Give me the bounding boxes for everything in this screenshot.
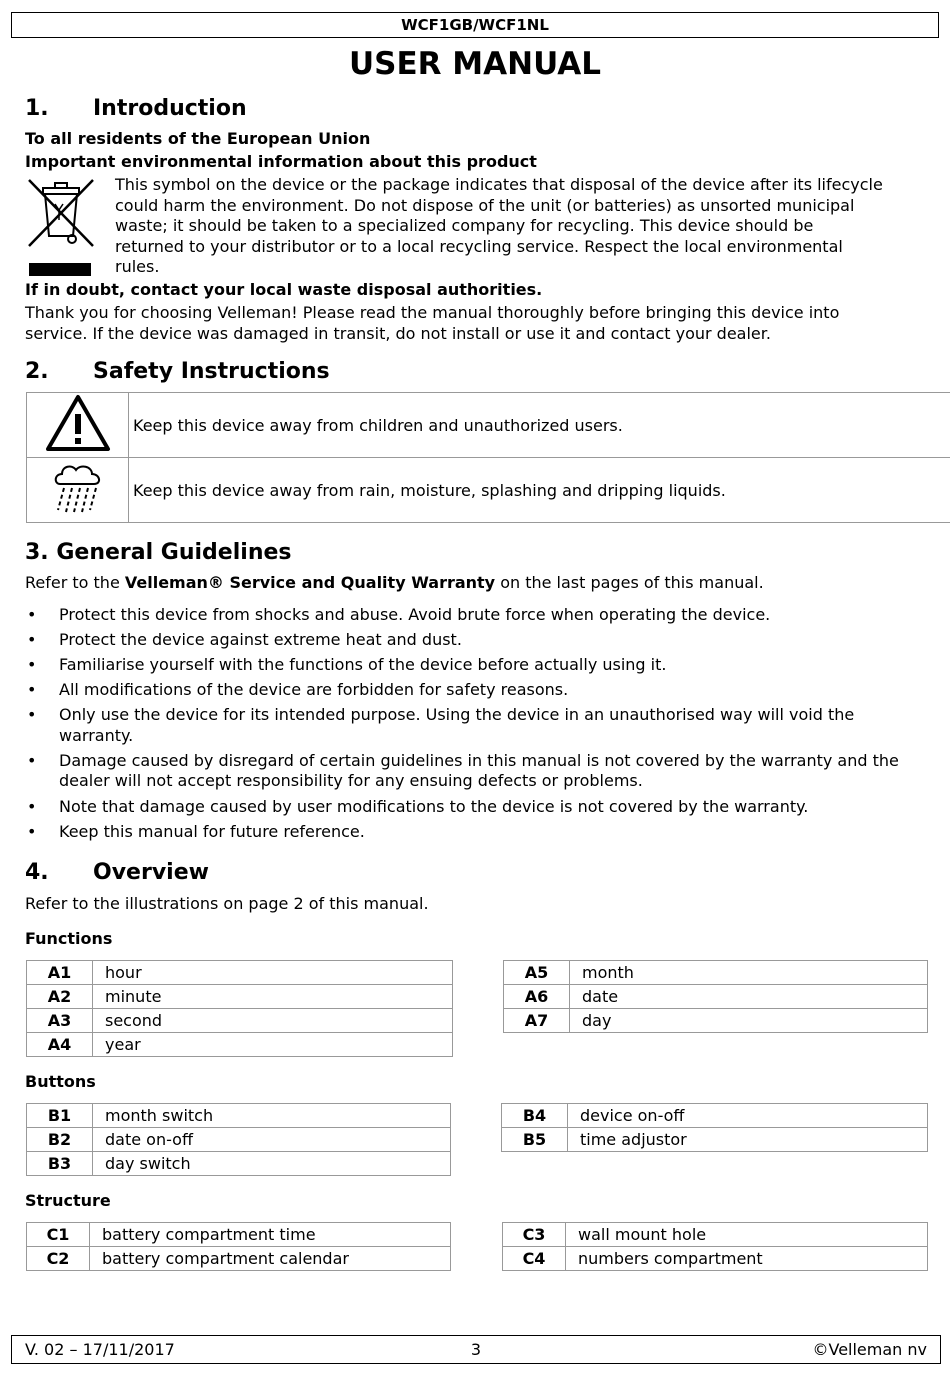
item-key: B4 xyxy=(502,1104,568,1128)
item-key: A4 xyxy=(27,1033,93,1057)
table-row xyxy=(503,1223,928,1247)
item-key: A5 xyxy=(504,961,570,985)
section-title: Safety Instructions xyxy=(93,359,330,384)
item-key: B2 xyxy=(27,1128,93,1152)
item-value: hour xyxy=(93,961,453,985)
page-footer xyxy=(11,1335,941,1364)
list-item xyxy=(25,797,925,818)
section-title: General Guidelines xyxy=(56,540,292,565)
bullet-icon: • xyxy=(27,680,37,700)
item-value: year xyxy=(93,1033,453,1057)
section-number: 3. xyxy=(25,540,49,565)
functions-table-right xyxy=(503,960,928,1033)
warranty-name: Velleman® Service and Quality Warranty xyxy=(124,573,496,592)
table-row xyxy=(27,1223,451,1247)
structure-table-right xyxy=(502,1222,928,1271)
env-info-line: Important environmental information about this product xyxy=(25,152,537,171)
table-row xyxy=(27,961,453,985)
list-item-text: Note that damage caused by user modifications to the device is not covered by the warranty. xyxy=(59,796,809,816)
list-item xyxy=(25,751,925,792)
item-key: C3 xyxy=(503,1223,566,1247)
page-number: 3 xyxy=(470,1340,482,1359)
buttons-table-left xyxy=(26,1103,451,1176)
section-title: Introduction xyxy=(93,96,247,121)
item-value: battery compartment calendar xyxy=(90,1247,451,1271)
table-row xyxy=(504,961,928,985)
table-row xyxy=(503,1247,928,1271)
item-value: minute xyxy=(93,985,453,1009)
section-3-heading xyxy=(25,538,292,568)
thanks-paragraph xyxy=(25,303,839,344)
list-item xyxy=(25,705,925,746)
refer-pre: Refer to the xyxy=(25,573,125,592)
item-value: date on-off xyxy=(93,1128,451,1152)
list-item-text: Only use the device for its intended purpose. Using the device in an unauthorised way will void the warranty. xyxy=(59,705,855,745)
bullet-icon: • xyxy=(27,630,37,650)
list-item-text: Keep this manual for future reference. xyxy=(59,821,365,841)
copyright: ©Velleman nv xyxy=(812,1340,927,1359)
table-row xyxy=(27,985,453,1009)
table-row xyxy=(27,1247,451,1271)
buttons-table-right xyxy=(501,1103,928,1152)
item-value: wall mount hole xyxy=(566,1223,928,1247)
item-key: B3 xyxy=(27,1152,93,1176)
version-date: V. 02 – 17/11/2017 xyxy=(25,1340,175,1359)
refer-post: on the last pages of this manual. xyxy=(495,573,764,592)
waste-authorities-line: If in doubt, contact your local waste disposal authorities. xyxy=(25,280,543,299)
item-key: A6 xyxy=(504,985,570,1009)
section-number: 2. xyxy=(25,359,49,384)
list-item-text: Protect this device from shocks and abuse. Avoid brute force when operating the device. xyxy=(59,605,771,624)
functions-table-left xyxy=(26,960,453,1057)
eu-residents-line: To all residents of the European Union xyxy=(25,129,371,148)
functions-heading: Functions xyxy=(25,929,113,948)
list-item-text: Damage caused by disregard of certain guidelines in this manual is not covered by the warranty and the dealer will not accept responsibility for any ensuing defects or problems. xyxy=(59,750,899,791)
table-row xyxy=(27,1009,453,1033)
item-value: numbers compartment xyxy=(566,1247,928,1271)
item-value: month xyxy=(570,961,928,985)
item-value: device on-off xyxy=(568,1104,928,1128)
list-item xyxy=(25,822,925,843)
thanks-line: service. If the device was damaged in transit, do not install or use it and contact your dealer. xyxy=(25,323,771,343)
buttons-heading: Buttons xyxy=(25,1072,96,1091)
document-title: USER MANUAL xyxy=(348,46,602,82)
section-number: 1. xyxy=(25,96,49,121)
item-value: battery compartment time xyxy=(90,1223,451,1247)
safety-text: Keep this device away from rain, moisture, splashing and dripping liquids. xyxy=(129,458,950,523)
guidelines-list xyxy=(25,605,925,847)
weee-line: rules. xyxy=(115,257,160,276)
section-1-heading xyxy=(25,94,247,124)
item-key: C4 xyxy=(503,1247,566,1271)
list-item xyxy=(25,680,925,701)
item-key: C2 xyxy=(27,1247,90,1271)
list-item-text: Familiarise yourself with the functions of the device before actually using it. xyxy=(59,655,667,675)
section-number: 4. xyxy=(25,860,49,885)
illustrations-reference: Refer to the illustrations on page 2 of this manual. xyxy=(25,894,429,913)
bullet-icon: • xyxy=(27,605,37,624)
rain-cloud-icon xyxy=(27,458,129,523)
list-item-text: Protect the device against extreme heat and dust. xyxy=(59,630,462,650)
item-value: day switch xyxy=(93,1152,451,1176)
thanks-line: Thank you for choosing Velleman! Please read the manual thoroughly before bringing this device into xyxy=(25,303,840,322)
safety-row xyxy=(27,393,950,458)
warranty-reference xyxy=(25,573,764,594)
safety-row xyxy=(27,458,950,523)
weee-line: returned to your distributor or to a local recycling service. Respect the local environmental xyxy=(115,236,843,256)
table-row xyxy=(504,1009,928,1033)
safety-text: Keep this device away from children and unauthorized users. xyxy=(129,393,950,458)
weee-line: This symbol on the device or the package indicates that disposal of the device after its lifecycle xyxy=(115,175,883,194)
bullet-icon: • xyxy=(27,705,37,725)
section-4-heading xyxy=(25,858,209,888)
weee-line: waste; it should be taken to a specialized company for recycling. This device should be xyxy=(115,216,814,235)
item-key: A1 xyxy=(27,961,93,985)
item-value: date xyxy=(570,985,928,1009)
table-row xyxy=(502,1104,928,1128)
list-item xyxy=(25,630,925,651)
structure-heading: Structure xyxy=(25,1191,111,1210)
table-row xyxy=(504,985,928,1009)
list-item xyxy=(25,605,925,626)
item-value: second xyxy=(93,1009,453,1033)
list-item xyxy=(25,655,925,676)
bullet-icon: • xyxy=(27,796,37,816)
item-key: A2 xyxy=(27,985,93,1009)
item-key: A7 xyxy=(504,1009,570,1033)
item-value: time adjustor xyxy=(568,1128,928,1152)
item-key: A3 xyxy=(27,1009,93,1033)
item-value: day xyxy=(570,1009,928,1033)
warning-triangle-icon xyxy=(27,393,129,458)
safety-table xyxy=(26,392,950,523)
table-row xyxy=(27,1033,453,1057)
item-value: month switch xyxy=(93,1104,451,1128)
weee-line: could harm the environment. Do not dispose of the unit (or batteries) as unsorted municipal xyxy=(115,195,855,215)
weee-paragraph xyxy=(115,175,935,278)
bullet-icon: • xyxy=(27,655,37,675)
item-key: B5 xyxy=(502,1128,568,1152)
list-item-text: All modifications of the device are forbidden for safety reasons. xyxy=(59,680,569,700)
table-row xyxy=(502,1128,928,1152)
weee-bin-icon xyxy=(25,176,97,278)
section-2-heading xyxy=(25,357,330,387)
section-title: Overview xyxy=(93,860,209,885)
item-key: C1 xyxy=(27,1223,90,1247)
table-row xyxy=(27,1152,451,1176)
bullet-icon: • xyxy=(27,821,37,841)
page-header: WCF1GB/WCF1NL xyxy=(11,12,939,38)
bullet-icon: • xyxy=(27,750,37,770)
table-row xyxy=(27,1128,451,1152)
table-row xyxy=(27,1104,451,1128)
item-key: B1 xyxy=(27,1104,93,1128)
structure-table-left xyxy=(26,1222,451,1271)
